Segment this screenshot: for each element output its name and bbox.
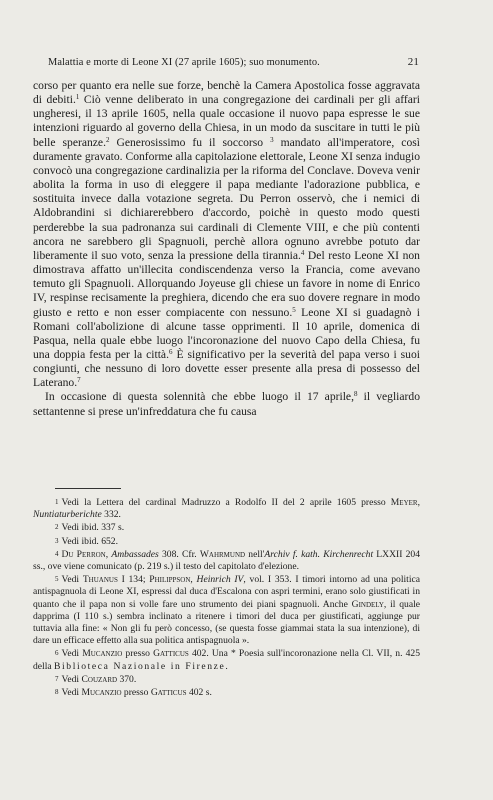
text-run: Del resto Leone XI non dimostrava affatto un'illecita condiscendenza verso la Francia, come avevano temuto gli Spagnuoli. Allorquando Joyeuse gli chiese un favore in nome di Enrico IV, respinse recisamente la preghiera, dicendo che era suo dovere regnare in modo giusto e retto e non esser compiacente con nessuno.	[33, 248, 420, 319]
footnote-ref: 3	[270, 135, 274, 144]
page-number: 21	[407, 56, 419, 68]
footnotes	[33, 496, 420, 699]
text-run: nell'	[245, 548, 265, 560]
paragraph	[33, 390, 420, 418]
footnote	[33, 548, 420, 573]
text-run: Vedi	[61, 648, 83, 660]
text-run: 402. Una * Poesia sull'incoronazione nella Cl. VII, n. 425 della	[33, 648, 421, 672]
main-text	[33, 79, 420, 419]
footnote-number: 3	[55, 536, 59, 545]
italic-title: Ambassades	[111, 548, 159, 560]
text-run: 308. Cfr.	[158, 548, 200, 560]
footnote-ref: 1	[75, 93, 80, 102]
footnote	[33, 673, 420, 686]
text-run: 332.	[101, 509, 121, 521]
text-run: .	[225, 660, 228, 672]
text-run: presso	[121, 687, 151, 699]
footnote	[33, 535, 420, 548]
footnote	[33, 573, 420, 647]
footnote-ref: 2	[105, 135, 110, 144]
text-run: ,	[190, 574, 197, 586]
running-title: Malattia e morte di Leone XI (27 aprile 1605); suo monumento.	[48, 57, 320, 68]
footnote-number: 2	[55, 523, 59, 532]
running-header	[48, 56, 419, 68]
text-run: Vedi	[61, 687, 82, 699]
text-run: Vedi ibid. 337 s.	[61, 522, 125, 534]
spaced-text: Biblioteca Nazionale in Firenze	[54, 660, 226, 672]
author-name: Mucanzio	[82, 648, 123, 660]
footnote	[33, 686, 420, 699]
text-run: , vol. I 353. I timori intorno ad una politica antispagnuola di Leone XI, espressi dal duca d'Escalona con aspri termini, erano solo giustificati in quanto che il papa non si volle fare uno strumento dei piani spagnuoli. Anche	[33, 574, 420, 610]
footnote-number: 5	[55, 575, 59, 584]
footnote-ref: 8	[353, 390, 358, 399]
text-run: corso per quanto era nelle sue forze, benchè la Camera Apostolica fosse aggravata di debiti.	[33, 79, 420, 107]
footnote-number: 6	[55, 649, 59, 658]
text-run: presso	[122, 648, 154, 660]
footnote-number: 7	[55, 674, 59, 683]
footnote-number: 8	[55, 688, 59, 697]
author-name: Gindely	[351, 598, 384, 610]
text-run: mandato all'imperatore, così duramente gravato. Conforme alla capitolazione elettorale, Leone XI senza indugio convocò una congregazione cardinalizia per la riforma del Conclave. Doveva venir abolita la forma in uso di eleggere il papa mediante l'adorazione pubblica, e sostituita invece dalla votazione segreta. Du Perron osservò, che i nemici di Aldobrandini si dichiarerebbero d'accordo, poichè in questo modo questi perderebbe la sua padronanza sui cardinali di Clemente VIII, e che più contenti ancora ne sarebbero gli Spagnuoli, perchè allora ognuno avrebbe potuto dar liberamente il suo voto, senza la pressione della tirannia.	[33, 135, 420, 262]
footnote-separator	[55, 488, 121, 489]
text-run: È significativo per la severità del papa verso i suoi congiunti, che nessuno di loro dovette esser presente alla presa di possesso del Laterano.	[33, 347, 420, 390]
text-run: In occasione di questa solennità che ebbe luogo il 17 aprile,	[45, 390, 354, 404]
text-run: Generosissimo fu il soccorso	[109, 135, 271, 149]
author-name: Wahrmund	[199, 548, 246, 560]
footnote-ref: 4	[300, 248, 305, 257]
text-run: il vegliardo settantenne si prese un'infreddatura che fu causa	[33, 390, 420, 418]
text-run: ,	[417, 497, 420, 508]
footnote-number: 1	[55, 498, 59, 506]
text-run: LXXII 204 ss., ove viene comunicato (p. 219 s.) il testo del capitolato d'elezione.	[33, 548, 421, 573]
text-run: Vedi la Lettera del cardinal Madruzzo a Rodolfo II del 2 aprile 1605 presso	[61, 497, 391, 508]
text-run: Vedi ibid. 652.	[61, 535, 118, 547]
text-run: 402 s.	[186, 687, 212, 699]
footnote	[33, 521, 420, 534]
footnote-number: 4	[55, 549, 59, 558]
italic-title: Nuntiaturberichte	[33, 509, 102, 521]
author-name: Du Perron	[61, 548, 106, 560]
footnote	[33, 496, 420, 521]
paragraph	[33, 79, 420, 390]
footnote	[33, 647, 420, 672]
author-name: Mucanzio	[81, 687, 122, 699]
author-name: Couzard	[81, 673, 118, 685]
footnote-ref: 5	[292, 305, 296, 314]
text-run: I 134;	[117, 574, 150, 586]
author-name: Thuanus	[82, 574, 118, 586]
text-run: ,	[105, 548, 112, 560]
author-name: Gatticus	[150, 687, 187, 699]
italic-title: Heinrich IV	[196, 574, 244, 586]
text-run: Leone XI si guadagnò i Romani coll'abolizione di alcune tasse opprimenti. Il 10 aprile, domenica di Pasqua, nella quale ebbe luogo l'incoronazione del nuovo Capo della Chiesa, fu una doppia festa per la città.	[33, 305, 420, 361]
author-name: Philippson	[149, 574, 191, 586]
text-run: 370.	[117, 673, 137, 685]
author-name: Meyer	[390, 497, 418, 508]
footnote-ref: 7	[77, 376, 81, 385]
text-run: Ciò venne deliberato in una congregazione dei cardinali per gli affari ungheresi, il 13 aprile 1605, nella quale occasione il nuovo papa espresse le sue intenzioni riguardo al governo della Chiesa, in un modo da suscitare in tutti le più belle speranze.	[33, 93, 421, 149]
author-name: Gatticus	[153, 648, 189, 660]
text-run: Vedi	[61, 574, 83, 586]
footnote-ref: 6	[168, 347, 173, 356]
italic-title: Archiv f. kath. Kirchenrecht	[264, 548, 374, 560]
text-run: , il quale dapprima (I 110 s.) sembra inclinato a ritenere i timori del duca per giustificati, aggiunge pur tuttavia alla fine: « Non gli fu però concesso, (se questa fosse giammai stata la sua intenzione), di dare un efficace effetto alla sua politica antispagnuola ».	[33, 598, 420, 647]
text-run: Vedi	[61, 673, 82, 685]
